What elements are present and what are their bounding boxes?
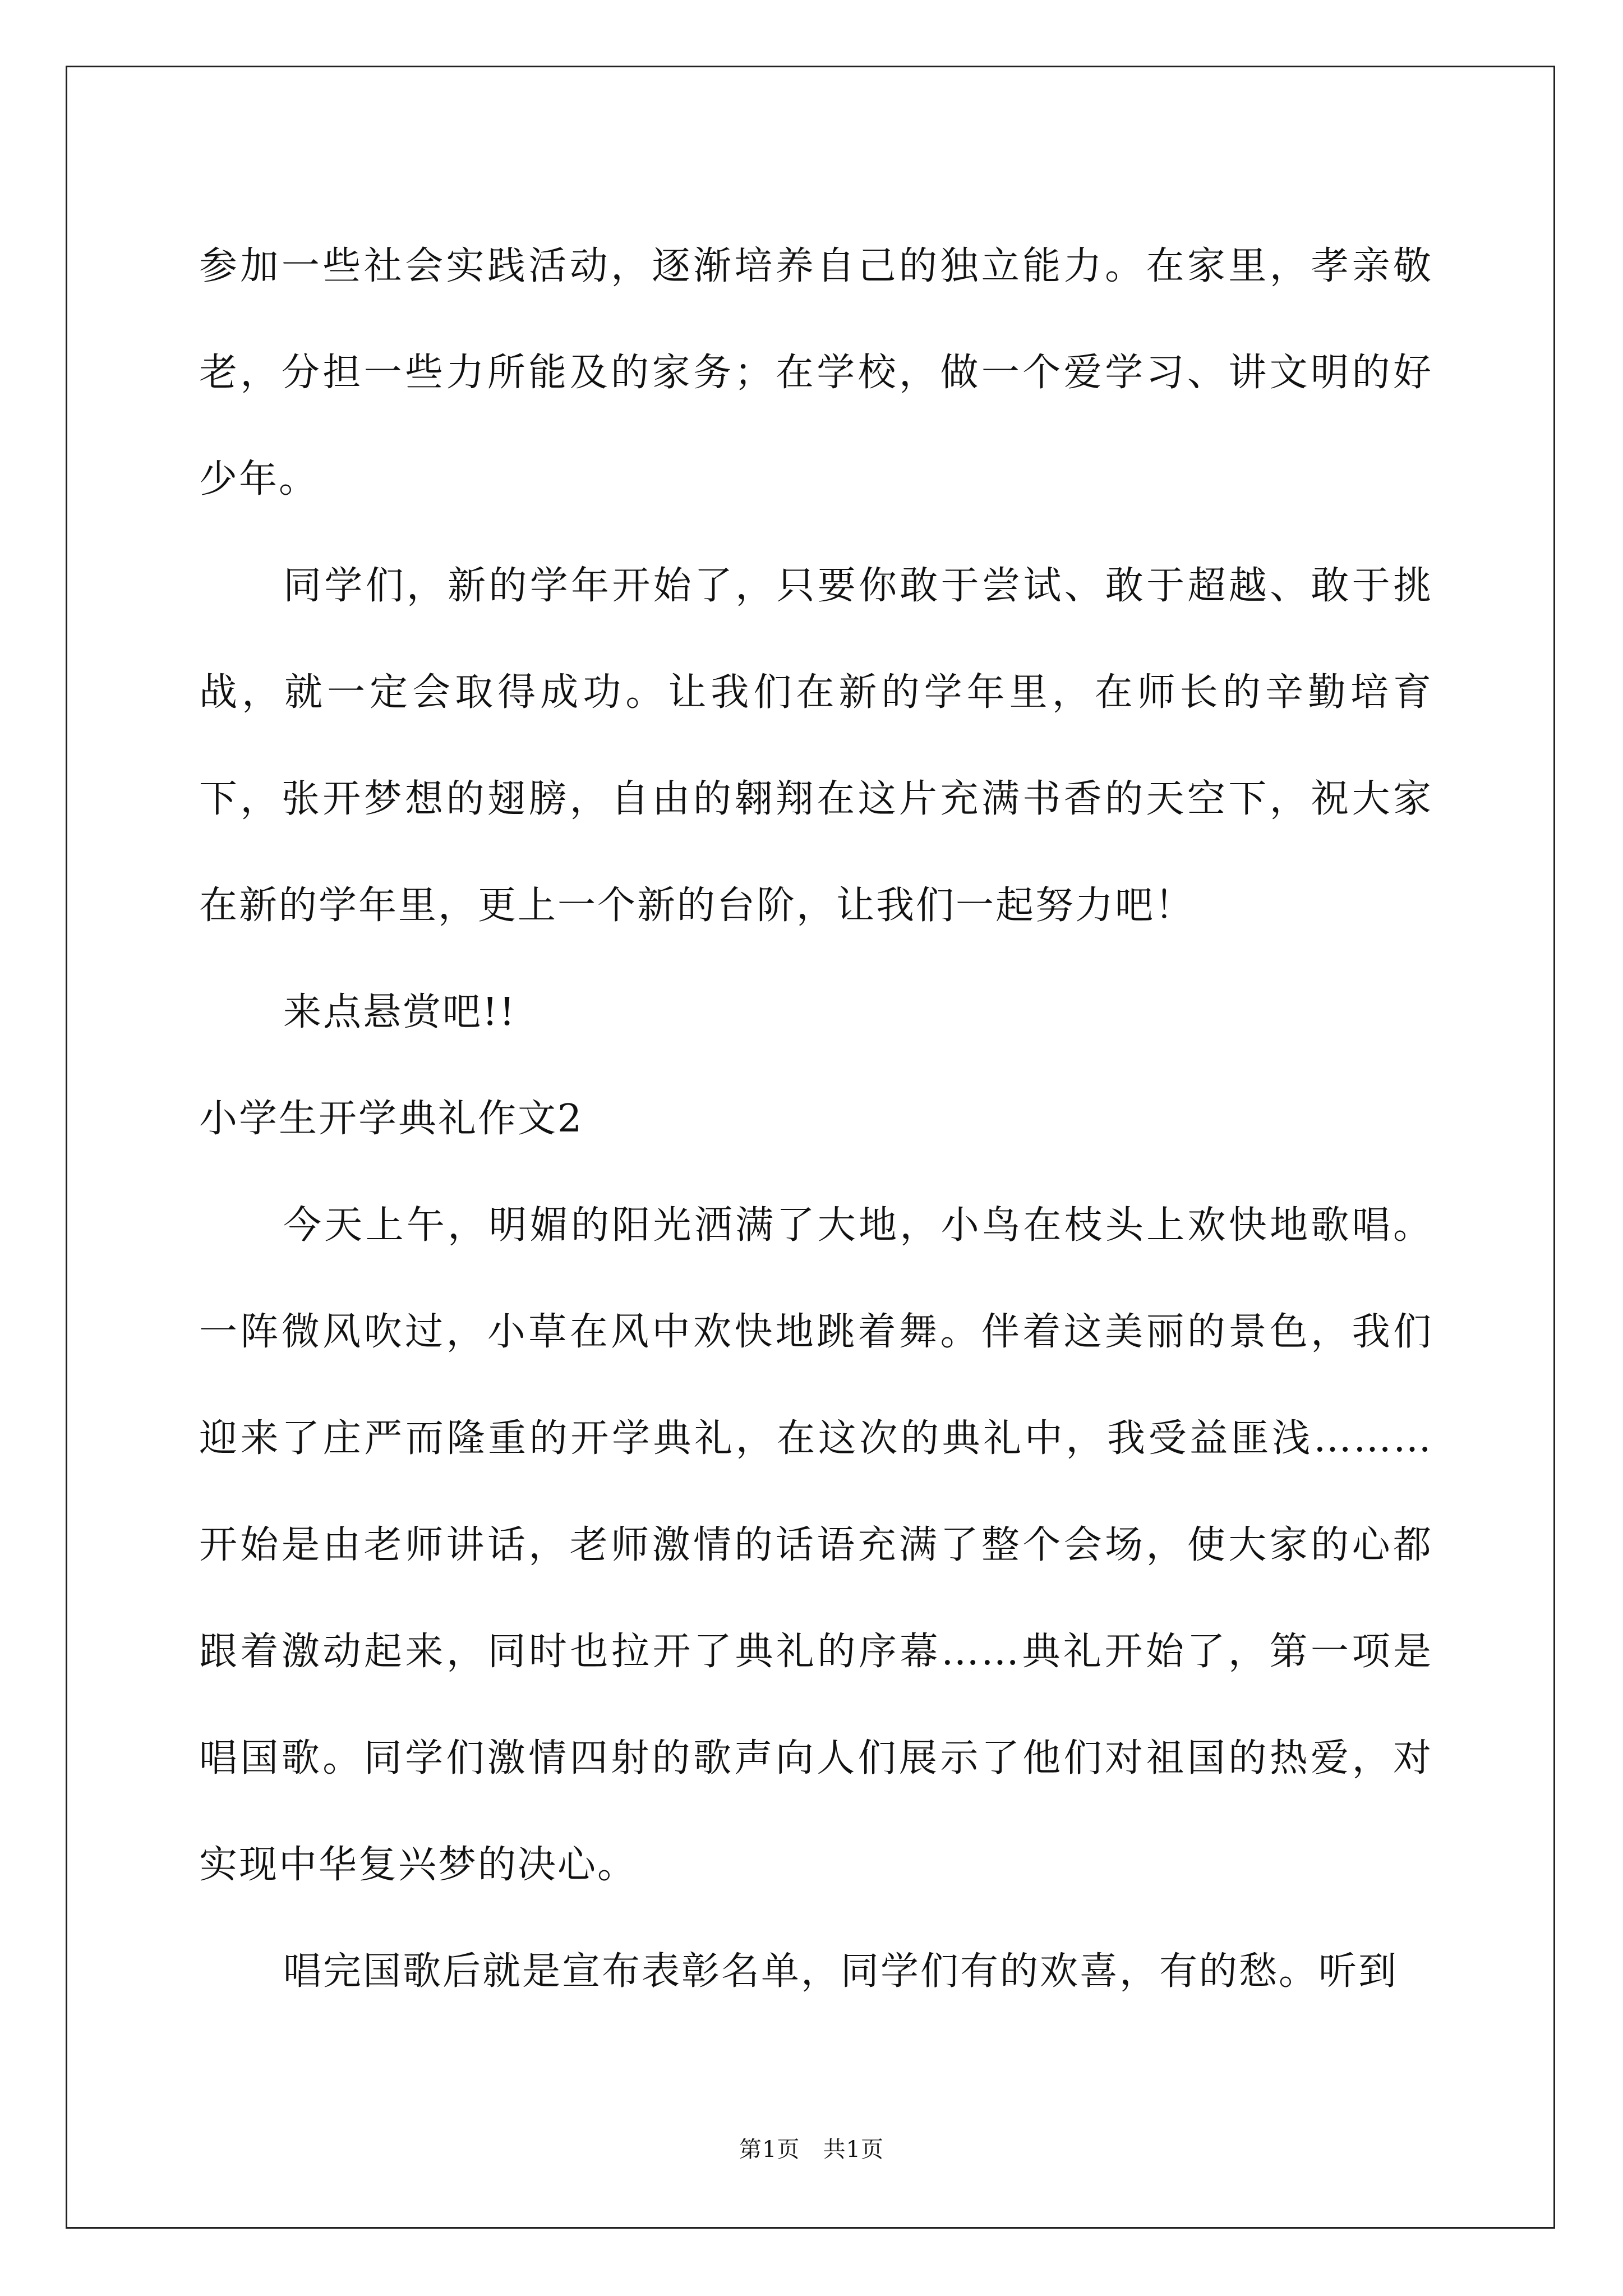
page-footer [0, 2132, 1623, 2164]
section-heading: 小学生开学典礼作文2 [199, 1097, 584, 1141]
paragraph-5: 唱完国歌后就是宣布表彰名单，同学们有的欢喜，有的愁。听到 [283, 1949, 1399, 1994]
paragraph-4: 今天上午，明媚的阳光洒满了大地，小鸟在枝头上欢快地歌唱。一阵微风吹过，小草在风中欢快地跳着舞。伴着这美丽的景色，我们迎来了庄严而隆重的开学典礼，在这次的典礼中，我受益匪浅………开始是由老师讲话，老师激情的话语充满了整个会场，使大家的心都跟着激动起来，同时也拉开了典礼的序幕……典礼开始了，第一项是唱国歌。同学们激情四射的歌声向人们展示了他们对祖国的热爱，对实现中华复兴梦的决心。 [199, 1203, 1433, 1887]
paragraph-1: 参加一些社会实践活动，逐渐培养自己的独立能力。在家里，孝亲敬老，分担一些力所能及的家务；在学校，做一个爱学习、讲文明的好少年。 [199, 244, 1433, 501]
page-total: 共1页 [823, 2137, 884, 2162]
document-body [199, 213, 1433, 2025]
paragraph-3: 来点悬赏吧!! [283, 990, 517, 1034]
paragraph-2: 同学们，新的学年开始了，只要你敢于尝试、敢于超越、敢于挑战，就一定会取得成功。让我们在新的学年里，在师长的辛勤培育下，张开梦想的翅膀，自由的翱翔在这片充满书香的天空下，祝大家在新的学年里，更上一个新的台阶，让我们一起努力吧！ [199, 564, 1433, 928]
page-number: 第1页 [739, 2137, 800, 2162]
